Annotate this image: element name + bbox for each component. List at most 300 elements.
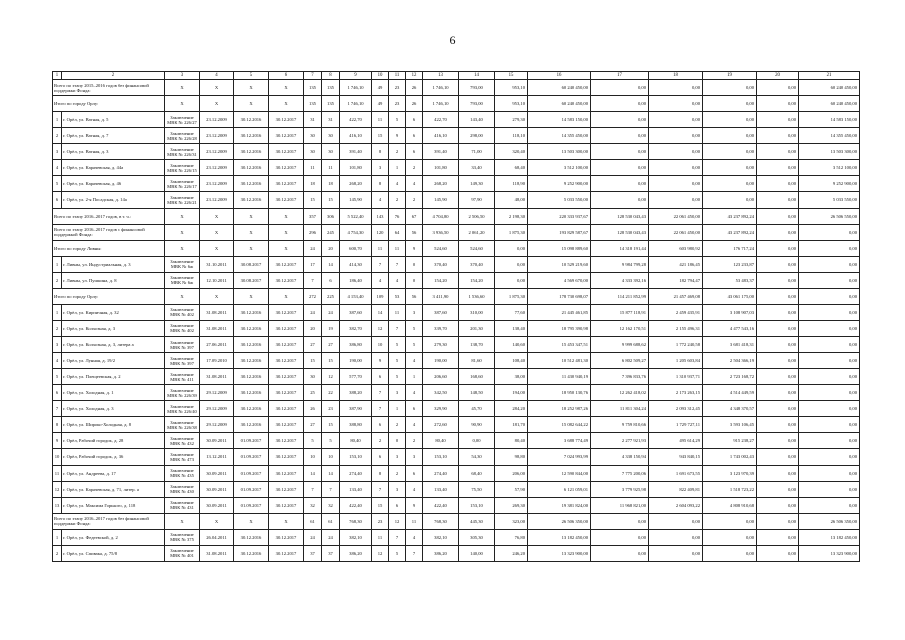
table-cell: 20 (304, 320, 322, 336)
table-cell: 274,40 (423, 465, 459, 481)
table-cell: 145,90 (423, 192, 459, 208)
table-cell: 135 (322, 80, 340, 96)
table-cell: 387,60 (340, 304, 372, 320)
table-cell: 323,00 (495, 513, 528, 529)
table-cell: 603 980,92 (649, 240, 703, 256)
table-cell: 61 (304, 513, 322, 529)
table-cell: 21 445 461,85 (528, 304, 591, 320)
table-cell: 30.12.2016 (234, 192, 269, 208)
table-cell: 0,00 (757, 80, 799, 96)
table-cell: Заключение МВК № 411 (165, 369, 200, 385)
row-label: Всего по этапу 2015–2016 годов без финансовой поддержки Фонда: (53, 80, 165, 96)
table-cell: 8 (372, 176, 389, 192)
column-number: 15 (495, 72, 528, 80)
table-cell: 0,00 (591, 128, 649, 144)
column-number: 6 (269, 72, 304, 80)
table-cell: Заключение МВК № 226/40 (165, 401, 200, 417)
table-cell: 43 237 892,24 (703, 224, 757, 240)
table-cell: 57,90 (495, 481, 528, 497)
table-cell: 22 (322, 385, 340, 401)
table-cell: 30.12.2017 (269, 144, 304, 160)
table-cell: 0,00 (799, 385, 860, 401)
table-cell: 194,00 (495, 385, 528, 401)
table-cell: 17 (304, 256, 322, 272)
table-cell: Заключение МВК № 397 (165, 353, 200, 369)
table-cell: 30.08.2017 (234, 272, 269, 288)
table-cell: X (165, 96, 200, 112)
table-cell: 30.12.2016 (234, 160, 269, 176)
table-cell: 3 681 418,31 (703, 337, 757, 353)
table-cell: 23.12.2009 (200, 112, 234, 128)
table-cell: 178 730 698,07 (528, 288, 591, 304)
row-address: г. Орёл, ул. Холодная, д. 3 (62, 401, 165, 417)
table-cell: Заключение МВК № 431 (165, 497, 200, 513)
table-cell: X (269, 240, 304, 256)
table-cell: 245 (322, 224, 340, 240)
table-cell: 14 355 450,00 (799, 128, 860, 144)
row-number: 6 (53, 385, 62, 401)
table-cell: 30.12.2017 (269, 529, 304, 545)
table-cell: 272 (304, 288, 322, 304)
table-row (53, 176, 860, 192)
table-cell: 15 (322, 192, 340, 208)
table-cell: 7 (372, 385, 389, 401)
table-cell: X (200, 240, 234, 256)
table-cell: 445,30 (459, 513, 495, 529)
table-cell: 30.12.2017 (269, 385, 304, 401)
table-cell: 140,00 (459, 545, 495, 561)
table-cell: 12 162 170,51 (591, 320, 649, 336)
table-cell: 0,00 (591, 192, 649, 208)
table-cell: 168,60 (459, 369, 495, 385)
table-cell: 11 430 940,19 (528, 369, 591, 385)
table-cell: 0,00 (757, 176, 799, 192)
table-cell: 296 (304, 224, 322, 240)
table-cell: 9 (406, 240, 423, 256)
column-number: 16 (528, 72, 591, 80)
table-cell: 8 (372, 144, 389, 160)
table-cell: Заключение МВК № 375 (165, 529, 200, 545)
table-cell: 2 (372, 433, 389, 449)
table-cell: 0,00 (757, 240, 799, 256)
table-cell: 0,00 (757, 529, 799, 545)
table-cell: 2 061,20 (459, 224, 495, 240)
table-cell: 17.09.2010 (200, 353, 234, 369)
table-cell: 0,00 (799, 401, 860, 417)
table-cell: 22 061 450,00 (649, 224, 703, 240)
table-cell: 18 (304, 176, 322, 192)
row-address: г. Орёл, ул. Максима Горького, д. 118 (62, 497, 165, 513)
row-address: г. Орёл, ул. Холодная, д. 1 (62, 385, 165, 401)
table-cell: 143 (372, 208, 389, 224)
table-cell: 23.12.2009 (200, 144, 234, 160)
table-cell: 0,00 (649, 96, 703, 112)
table-cell: 20 (322, 240, 340, 256)
table-cell: 5 (389, 545, 406, 561)
table-cell: 1 746,10 (423, 80, 459, 96)
table-row (53, 449, 860, 465)
table-cell: 18 252 987,26 (528, 401, 591, 417)
table-cell: 0,00 (649, 144, 703, 160)
table-cell: 768,30 (340, 513, 372, 529)
table-cell: 1 205 603,84 (649, 353, 703, 369)
table-cell: 4 477 543,16 (703, 320, 757, 336)
table-cell: 133,40 (423, 481, 459, 497)
table-cell: 0,00 (703, 96, 757, 112)
column-number: 5 (234, 72, 269, 80)
row-number: 4 (53, 160, 62, 176)
table-cell: 339,70 (423, 320, 459, 336)
table-cell: 123 233,87 (703, 256, 757, 272)
table-cell: 12 (389, 513, 406, 529)
table-cell: X (200, 288, 234, 304)
row-label: Всего по этапу 2016–2017 годов с финансовой поддержкой Фонда: (53, 224, 165, 240)
table-cell: 206,00 (495, 465, 528, 481)
row-number: 5 (53, 176, 62, 192)
table-cell: 118,10 (495, 128, 528, 144)
table-cell: 279,30 (423, 337, 459, 353)
table-cell: 0,00 (649, 529, 703, 545)
table-cell: 0,00 (757, 304, 799, 320)
table-cell: 30 (304, 144, 322, 160)
table-cell: 5 (406, 320, 423, 336)
table-cell: 32 (322, 497, 340, 513)
row-address: г. Орёл, ул. Карачевская, д. 46 (62, 176, 165, 192)
table-cell: 30 (322, 144, 340, 160)
table-cell: 30.12.2017 (269, 369, 304, 385)
column-number: 4 (200, 72, 234, 80)
table-cell: 274,40 (340, 465, 372, 481)
table-cell: 0,00 (757, 112, 799, 128)
table-cell: Заключение МВК № 226/28 (165, 128, 200, 144)
table-cell: 30.09.2011 (200, 497, 234, 513)
table-cell: 793,00 (459, 96, 495, 112)
table-cell: 284,20 (495, 401, 528, 417)
table-cell: Заключение МВК № 402 (165, 320, 200, 336)
table-cell: 11 (389, 304, 406, 320)
table-cell: 422,40 (340, 497, 372, 513)
table-cell: 60 240 450,00 (799, 96, 860, 112)
table-cell: 14 (372, 304, 389, 320)
table-cell: 0 (389, 433, 406, 449)
table-cell: 8 (372, 465, 389, 481)
table-cell: 0,00 (649, 192, 703, 208)
table-cell: 5 033 550,00 (799, 192, 860, 208)
table-cell: 387,60 (423, 304, 459, 320)
table-cell: 30.12.2016 (234, 304, 269, 320)
table-row (53, 160, 860, 176)
table-cell: 0,00 (703, 176, 757, 192)
table-cell: 7 (372, 401, 389, 417)
row-address: г. Орёл, ул. 2-я Посадская, д. 14а (62, 192, 165, 208)
table-cell: 0,00 (757, 320, 799, 336)
row-address: г. Орёл, ул. Плещеевская, д. 2 (62, 369, 165, 385)
table-cell: 0,00 (757, 481, 799, 497)
table-cell: 4 (372, 272, 389, 288)
table-cell: 11 811 304,24 (591, 401, 649, 417)
summary-row (53, 96, 860, 112)
table-cell: 0,00 (757, 144, 799, 160)
table-cell: 2 506,50 (459, 208, 495, 224)
table-cell: 30.12.2016 (234, 320, 269, 336)
table-cell: 49 (372, 96, 389, 112)
row-number: 2 (53, 545, 62, 561)
table-cell: 30.09.2011 (200, 465, 234, 481)
table-cell: 4 514 449,59 (703, 385, 757, 401)
column-number: 12 (406, 72, 423, 80)
column-number-row (53, 72, 860, 80)
table-cell: Заключение МВК № 397 (165, 337, 200, 353)
table-cell: 342,50 (423, 385, 459, 401)
table-cell: 30.12.2017 (269, 433, 304, 449)
table-cell: 30.12.2017 (269, 256, 304, 272)
table-cell: 29.12.2009 (200, 385, 234, 401)
row-address: г. Орёл, ул. Колхозная, д. 3, литера а (62, 337, 165, 353)
table-cell: 1 746,10 (423, 96, 459, 112)
table-cell: 30.12.2016 (234, 417, 269, 433)
table-cell: 48,00 (495, 192, 528, 208)
table-cell: 7 (406, 545, 423, 561)
table-cell: 0,00 (799, 320, 860, 336)
table-cell: 38,00 (495, 369, 528, 385)
table-cell: 3 779 925,98 (591, 481, 649, 497)
table-cell: 7 (304, 272, 322, 288)
table-cell: 176 717,24 (703, 240, 757, 256)
table-cell: 118,90 (495, 176, 528, 192)
table-cell: 97,90 (459, 192, 495, 208)
table-cell: 1 875,30 (495, 288, 528, 304)
table-cell: 793,00 (459, 80, 495, 96)
table-cell: 0,00 (703, 192, 757, 208)
table-cell: 577,70 (340, 369, 372, 385)
table-cell: Заключение МВК № 435 (165, 465, 200, 481)
row-number: 6 (53, 192, 62, 208)
table-cell: 15 (322, 353, 340, 369)
table-row (53, 112, 860, 128)
table-cell: 0,00 (591, 80, 649, 96)
table-cell: 272,60 (423, 417, 459, 433)
table-cell: Заключение МВК № 402 (165, 304, 200, 320)
row-number: 1 (53, 112, 62, 128)
table-cell: X (269, 224, 304, 240)
table-cell: 329,90 (423, 401, 459, 417)
table-cell: 3 (406, 449, 423, 465)
table-cell: 0,00 (757, 192, 799, 208)
table-cell: 1 772 240,58 (649, 337, 703, 353)
column-number: 13 (423, 72, 459, 80)
table-cell: 2 459 435,91 (649, 304, 703, 320)
table-cell: 24 (322, 529, 340, 545)
row-address: г. Орёл, ул. Кирпичная, д. 32 (62, 304, 165, 320)
table-cell: 4 754,30 (340, 224, 372, 240)
table-cell: 11 (372, 240, 389, 256)
table-cell: 4 (389, 176, 406, 192)
table-cell: 2 155 496,31 (649, 320, 703, 336)
table-cell: 11 (389, 240, 406, 256)
row-address: г. Орёл, ул. Лунная, д. 19/2 (62, 353, 165, 369)
summary-row (53, 240, 860, 256)
table-cell: 153,10 (423, 449, 459, 465)
table-cell: 98,80 (495, 449, 528, 465)
table-cell: 495 614,29 (649, 433, 703, 449)
table-cell: 0,00 (757, 337, 799, 353)
table-cell: 246,20 (495, 545, 528, 561)
table-cell: 2 (406, 433, 423, 449)
table-cell: 26 506 350,00 (528, 513, 591, 529)
table-row (53, 401, 860, 417)
column-number: 10 (372, 72, 389, 80)
table-cell: 15 098 889,60 (528, 240, 591, 256)
table-cell: 3 (389, 385, 406, 401)
column-number: 18 (649, 72, 703, 80)
table-cell: 30.09.2011 (200, 481, 234, 497)
column-number: 7 (304, 72, 322, 80)
table-cell: 6 (406, 401, 423, 417)
table-cell: 0,00 (799, 449, 860, 465)
table-cell: 12 262 418,02 (591, 385, 649, 401)
table-cell: 5 (389, 112, 406, 128)
table-cell: X (165, 513, 200, 529)
table-cell: 10 (304, 449, 322, 465)
row-number: 13 (53, 497, 62, 513)
table-cell: 9 999 688,62 (591, 337, 649, 353)
table-cell: 30.12.2017 (269, 176, 304, 192)
column-number: 9 (340, 72, 372, 80)
table-cell: 13 323 900,00 (528, 545, 591, 561)
table-cell: 0,00 (799, 272, 860, 288)
table-cell: 0,00 (591, 144, 649, 160)
table-cell: 0,00 (799, 337, 860, 353)
table-cell: Заключение МВК № 226/27 (165, 112, 200, 128)
table-cell: 0,00 (799, 240, 860, 256)
table-cell: 1 (389, 401, 406, 417)
table-cell: 1 729 727,11 (649, 417, 703, 433)
table-cell: 387,90 (340, 401, 372, 417)
table-cell: 15 453 347,51 (528, 337, 591, 353)
table-cell: 421 186,45 (649, 256, 703, 272)
row-address: г. Орёл, ул. Колхозная, д. 3 (62, 320, 165, 336)
table-cell: 4 (406, 529, 423, 545)
table-cell: 225 (322, 288, 340, 304)
table-cell: 30.12.2017 (269, 304, 304, 320)
table-cell: 3 (389, 449, 406, 465)
table-cell: X (234, 80, 269, 96)
table-row (53, 272, 860, 288)
table-cell: Заключение МВК № 6ж (165, 256, 200, 272)
table-cell: 298,00 (459, 128, 495, 144)
table-row (53, 304, 860, 320)
table-cell: Заключение МВК № 401 (165, 545, 200, 561)
table-cell: 30.12.2016 (234, 128, 269, 144)
row-number: 3 (53, 337, 62, 353)
table-cell: 23 (322, 401, 340, 417)
table-cell: 388,80 (340, 417, 372, 433)
row-address: г. Орёл, ул. Ватная, д. 3 (62, 144, 165, 160)
table-cell: 181,70 (495, 417, 528, 433)
table-cell: 414,30 (340, 256, 372, 272)
table-cell: 0 (406, 272, 423, 288)
table-cell: 186,40 (340, 272, 372, 288)
table-cell: 7 396 833,76 (591, 369, 649, 385)
table-cell: 193 829 587,67 (528, 224, 591, 240)
column-number: 1 (53, 72, 62, 80)
table-cell: 5 (389, 337, 406, 353)
table-cell: 0,00 (757, 385, 799, 401)
table-cell: X (200, 208, 234, 224)
table-cell: 9 (372, 353, 389, 369)
table-cell: 416,10 (423, 128, 459, 144)
table-cell: 915 238,27 (703, 433, 757, 449)
table-cell: 26 506 550,00 (799, 208, 860, 224)
table-cell: 21 457 469,08 (649, 288, 703, 304)
table-cell: 01.09.2017 (234, 465, 269, 481)
table-cell: 01.09.2017 (234, 481, 269, 497)
table-cell: 145,90 (340, 192, 372, 208)
table-cell: 149,30 (459, 176, 495, 192)
table-cell: 30.12.2017 (269, 497, 304, 513)
table-cell: 2 723 168,72 (703, 369, 757, 385)
table-cell: 53 (389, 288, 406, 304)
table-cell: 0,00 (649, 128, 703, 144)
table-cell: 26 (406, 80, 423, 96)
table-cell: 61 (322, 513, 340, 529)
table-cell: 37 (322, 545, 340, 561)
table-cell: 416,10 (340, 128, 372, 144)
table-cell: 0,00 (757, 208, 799, 224)
table-cell: 13 182 450,00 (799, 529, 860, 545)
table-cell: 0,00 (649, 545, 703, 561)
table-cell: 4 338 150,94 (591, 449, 649, 465)
table-cell: 0,00 (649, 513, 703, 529)
table-cell: 320,40 (495, 144, 528, 160)
table-cell: 386,80 (340, 337, 372, 353)
row-number: 11 (53, 465, 62, 481)
table-cell: Заключение МВК № 226/38 (165, 417, 200, 433)
table-cell: 7 (389, 320, 406, 336)
column-number: 21 (799, 72, 860, 80)
table-cell: 0,00 (649, 160, 703, 176)
table-cell: 1 743 002,43 (703, 449, 757, 465)
table-cell: 382,10 (340, 529, 372, 545)
table-cell: X (234, 240, 269, 256)
table-cell: 30.12.2017 (269, 160, 304, 176)
table-cell: 310,00 (459, 304, 495, 320)
table-cell: 4 348 370,57 (703, 401, 757, 417)
table-cell: 101,80 (340, 160, 372, 176)
table-cell: 0,00 (757, 256, 799, 272)
table-cell: 768,30 (423, 513, 459, 529)
row-number: 8 (53, 417, 62, 433)
table-cell: 306 (322, 208, 340, 224)
table-cell: 6 (372, 417, 389, 433)
table-cell: 9 (389, 128, 406, 144)
table-cell: X (165, 80, 200, 96)
row-number: 2 (53, 320, 62, 336)
table-cell: 01.09.2017 (234, 433, 269, 449)
table-row (53, 433, 860, 449)
table-cell: 6 (406, 465, 423, 481)
table-cell: X (234, 208, 269, 224)
table-cell: 26 506 350,00 (799, 513, 860, 529)
table-cell: 0,00 (591, 112, 649, 128)
table-cell: 23.12.2009 (200, 128, 234, 144)
table-cell: 23.12.2009 (200, 176, 234, 192)
table-cell: 77,60 (495, 304, 528, 320)
row-address: г. Орёл, ул. Спивака, д. 75/8 (62, 545, 165, 561)
column-number: 8 (322, 72, 340, 80)
table-cell: 148,50 (459, 385, 495, 401)
table-cell: 0,00 (757, 449, 799, 465)
